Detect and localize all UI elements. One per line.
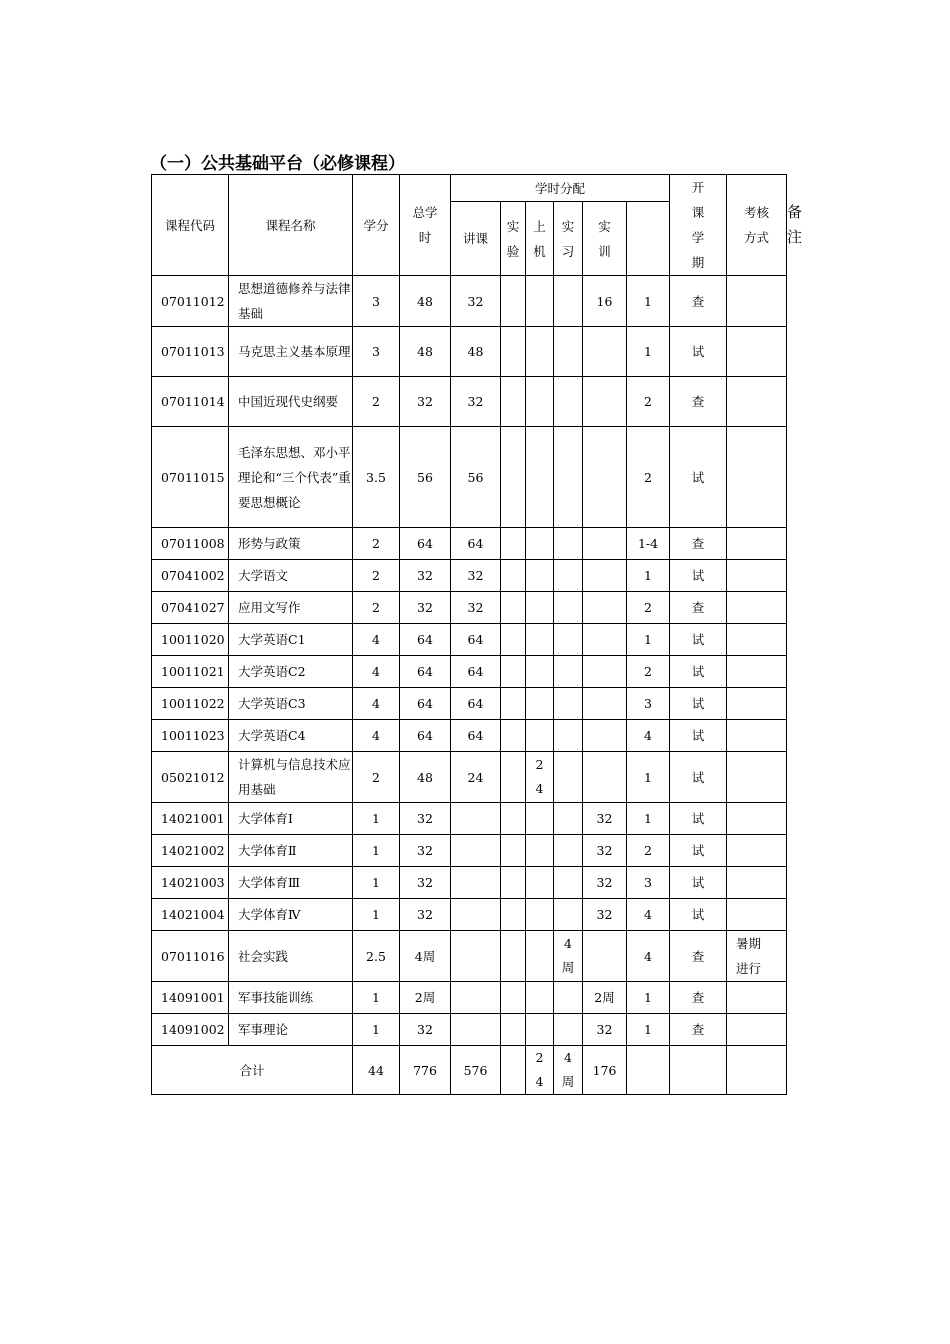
header-code: 课程代码 <box>152 175 229 276</box>
cell-semester: 1 <box>627 624 670 656</box>
cell-lecture <box>451 931 501 982</box>
total-experiment <box>501 1046 526 1095</box>
cell-code: 10011022 <box>152 688 229 720</box>
cell-credit: 2 <box>353 377 400 427</box>
table-row <box>152 982 787 1014</box>
cell-exam: 查 <box>670 528 727 560</box>
cell-training <box>583 624 627 656</box>
total-semester <box>627 1046 670 1095</box>
cell-computer <box>526 688 554 720</box>
total-row <box>152 1046 787 1095</box>
table-row <box>152 803 787 835</box>
cell-name: 大学英语C3 <box>229 688 353 720</box>
cell-internship <box>554 835 583 867</box>
cell-remark: 暑期进行 <box>727 931 787 982</box>
cell-lecture: 56 <box>451 427 501 528</box>
cell-name: 大学语文 <box>229 560 353 592</box>
cell-internship <box>554 528 583 560</box>
header-internship: 实习 <box>554 202 583 276</box>
cell-name: 毛泽东思想、邓小平理论和“三个代表”重要思想概论 <box>229 427 353 528</box>
cell-remark <box>727 899 787 931</box>
header-distribution: 学时分配 <box>451 175 670 202</box>
cell-semester: 1 <box>627 752 670 803</box>
cell-total-hours: 64 <box>400 656 451 688</box>
table-row <box>152 688 787 720</box>
cell-name: 马克思主义基本原理 <box>229 327 353 377</box>
cell-remark <box>727 835 787 867</box>
cell-training: 32 <box>583 803 627 835</box>
cell-internship <box>554 982 583 1014</box>
cell-experiment <box>501 931 526 982</box>
cell-experiment <box>501 720 526 752</box>
cell-training: 32 <box>583 867 627 899</box>
cell-remark <box>727 427 787 528</box>
cell-code: 10011021 <box>152 656 229 688</box>
cell-training <box>583 560 627 592</box>
cell-experiment <box>501 327 526 377</box>
cell-experiment <box>501 624 526 656</box>
cell-experiment <box>501 835 526 867</box>
cell-exam: 试 <box>670 560 727 592</box>
cell-semester: 4 <box>627 931 670 982</box>
total-internship: 4周 <box>554 1046 583 1095</box>
cell-total-hours: 64 <box>400 528 451 560</box>
cell-computer <box>526 720 554 752</box>
cell-semester: 1 <box>627 276 670 327</box>
cell-experiment <box>501 752 526 803</box>
cell-experiment <box>501 1014 526 1046</box>
cell-total-hours: 32 <box>400 867 451 899</box>
total-hours: 776 <box>400 1046 451 1095</box>
cell-total-hours: 56 <box>400 427 451 528</box>
cell-semester: 2 <box>627 377 670 427</box>
cell-training: 32 <box>583 1014 627 1046</box>
cell-credit: 1 <box>353 867 400 899</box>
cell-name: 大学体育Ⅰ <box>229 803 353 835</box>
cell-experiment <box>501 528 526 560</box>
cell-computer <box>526 276 554 327</box>
cell-computer <box>526 803 554 835</box>
cell-lecture: 64 <box>451 528 501 560</box>
cell-total-hours: 2周 <box>400 982 451 1014</box>
cell-training <box>583 427 627 528</box>
cell-computer <box>526 528 554 560</box>
header-experiment: 实验 <box>501 202 526 276</box>
cell-credit: 1 <box>353 899 400 931</box>
header-training: 实训 <box>583 202 627 276</box>
table-row <box>152 931 787 982</box>
cell-internship <box>554 688 583 720</box>
table-row <box>152 560 787 592</box>
cell-credit: 4 <box>353 688 400 720</box>
cell-remark <box>727 276 787 327</box>
cell-lecture <box>451 982 501 1014</box>
cell-lecture: 24 <box>451 752 501 803</box>
cell-lecture: 64 <box>451 656 501 688</box>
table-row <box>152 867 787 899</box>
cell-code: 07011012 <box>152 276 229 327</box>
cell-exam: 查 <box>670 1014 727 1046</box>
cell-code: 14021004 <box>152 899 229 931</box>
cell-internship <box>554 377 583 427</box>
cell-training: 32 <box>583 835 627 867</box>
cell-credit: 1 <box>353 1014 400 1046</box>
total-training: 176 <box>583 1046 627 1095</box>
cell-remark <box>727 592 787 624</box>
cell-name: 大学体育Ⅱ <box>229 835 353 867</box>
header-exam: 考核方式 <box>727 175 787 276</box>
cell-code: 14091001 <box>152 982 229 1014</box>
cell-experiment <box>501 377 526 427</box>
cell-lecture: 48 <box>451 327 501 377</box>
table-row <box>152 624 787 656</box>
cell-semester: 3 <box>627 688 670 720</box>
cell-total-hours: 32 <box>400 835 451 867</box>
total-exam <box>670 1046 727 1095</box>
table-row <box>152 656 787 688</box>
cell-computer <box>526 982 554 1014</box>
cell-computer <box>526 867 554 899</box>
cell-code: 10011020 <box>152 624 229 656</box>
cell-semester: 3 <box>627 867 670 899</box>
cell-exam: 试 <box>670 720 727 752</box>
cell-remark <box>727 528 787 560</box>
header-computer: 上机 <box>526 202 554 276</box>
cell-internship <box>554 899 583 931</box>
cell-total-hours: 32 <box>400 899 451 931</box>
cell-code: 14021001 <box>152 803 229 835</box>
cell-computer <box>526 427 554 528</box>
cell-code: 07041002 <box>152 560 229 592</box>
cell-experiment <box>501 899 526 931</box>
cell-experiment <box>501 276 526 327</box>
cell-credit: 3 <box>353 276 400 327</box>
cell-internship <box>554 803 583 835</box>
cell-training <box>583 720 627 752</box>
cell-internship <box>554 560 583 592</box>
cell-internship <box>554 656 583 688</box>
cell-experiment <box>501 803 526 835</box>
table-row <box>152 327 787 377</box>
cell-semester: 1 <box>627 803 670 835</box>
cell-lecture: 32 <box>451 377 501 427</box>
cell-credit: 1 <box>353 982 400 1014</box>
cell-remark <box>727 560 787 592</box>
cell-internship <box>554 867 583 899</box>
table-row <box>152 835 787 867</box>
cell-semester: 1 <box>627 1014 670 1046</box>
cell-computer <box>526 377 554 427</box>
cell-computer <box>526 327 554 377</box>
cell-lecture <box>451 1014 501 1046</box>
cell-computer <box>526 592 554 624</box>
cell-semester: 2 <box>627 656 670 688</box>
cell-exam: 试 <box>670 688 727 720</box>
cell-training <box>583 752 627 803</box>
cell-computer <box>526 656 554 688</box>
cell-internship <box>554 752 583 803</box>
cell-training: 32 <box>583 899 627 931</box>
cell-exam: 查 <box>670 276 727 327</box>
table-row <box>152 720 787 752</box>
cell-internship <box>554 327 583 377</box>
table-row <box>152 377 787 427</box>
cell-computer: 24 <box>526 752 554 803</box>
cell-lecture: 32 <box>451 560 501 592</box>
cell-training <box>583 327 627 377</box>
cell-exam: 试 <box>670 752 727 803</box>
total-label: 合计 <box>152 1046 353 1095</box>
cell-semester: 1-4 <box>627 528 670 560</box>
cell-code: 07041027 <box>152 592 229 624</box>
cell-training <box>583 377 627 427</box>
cell-credit: 3 <box>353 327 400 377</box>
cell-semester: 4 <box>627 720 670 752</box>
cell-training <box>583 592 627 624</box>
cell-name: 军事技能训练 <box>229 982 353 1014</box>
cell-remark <box>727 624 787 656</box>
cell-computer <box>526 835 554 867</box>
cell-credit: 2.5 <box>353 931 400 982</box>
cell-experiment <box>501 656 526 688</box>
section-title: （一）公共基础平台（必修课程） <box>150 154 405 174</box>
cell-experiment <box>501 982 526 1014</box>
header-credit: 学分 <box>353 175 400 276</box>
cell-semester: 1 <box>627 327 670 377</box>
table-row <box>152 592 787 624</box>
cell-internship <box>554 276 583 327</box>
cell-training <box>583 931 627 982</box>
cell-total-hours: 32 <box>400 592 451 624</box>
cell-total-hours: 48 <box>400 327 451 377</box>
cell-training: 2周 <box>583 982 627 1014</box>
cell-semester: 1 <box>627 982 670 1014</box>
cell-exam: 试 <box>670 867 727 899</box>
cell-semester: 2 <box>627 592 670 624</box>
cell-exam: 试 <box>670 327 727 377</box>
cell-exam: 试 <box>670 899 727 931</box>
cell-remark <box>727 752 787 803</box>
cell-remark <box>727 377 787 427</box>
cell-internship <box>554 720 583 752</box>
cell-semester: 1 <box>627 560 670 592</box>
cell-semester: 4 <box>627 899 670 931</box>
cell-total-hours: 64 <box>400 688 451 720</box>
cell-lecture: 32 <box>451 592 501 624</box>
header-semester: 开课学期 <box>670 175 727 276</box>
cell-name: 大学英语C4 <box>229 720 353 752</box>
cell-lecture: 64 <box>451 624 501 656</box>
cell-name: 中国近现代史纲要 <box>229 377 353 427</box>
cell-remark <box>727 656 787 688</box>
cell-lecture <box>451 803 501 835</box>
course-table: 课程代码 课程名称 学分 总学时 学时分配 开课学期 考核方式 备注 讲课 实验 上机 实习 实训 07011012 思想道德修养与法律基础 3 48 32 16 1 查 07011013 马克思主义基本原理 3 48 48 1 试 07011014 中国近现代史纲要 2 32 32 2 查 07011015 毛泽东思想、邓小平理论和“三个代表”重要思想概论 3.5 56 56 2 试 07011008 形势与政策 2 64 64 1-4 查 07041002 大学语文 2 32 32 1 试 07041027 应用文写作 2 32 32 2 查 10011020 大学英语C1 4 64 64 1 试 10011021 大学英语C2 4 64 64 2 试 10011022 大学英语C3 4 64 64 3 试 10011023 大学英语C4 4 64 64 4 试 05021012 计算机与信息技术应用基础 2 48 24 24 1 试 14021001 大学体育Ⅰ 1 32 32 1 试 14021002 大学体育Ⅱ 1 32 32 2 试 14021003 大学体育Ⅲ 1 32 32 3 试 14021004 大学体育Ⅳ 1 32 32 4 试 07011016 社会实践 2.5 4周 4周 4 查 暑期进行 14091001 军事技能训练 1 2周 2周 1 查 14091002 军事理论 1 32 32 1 查 合计 44 776 576 24 4周 176 <box>151 174 787 1095</box>
cell-code: 10011023 <box>152 720 229 752</box>
cell-exam: 查 <box>670 982 727 1014</box>
cell-semester: 2 <box>627 835 670 867</box>
cell-exam: 查 <box>670 377 727 427</box>
cell-lecture <box>451 899 501 931</box>
cell-internship <box>554 427 583 528</box>
table-row <box>152 899 787 931</box>
cell-remark <box>727 867 787 899</box>
cell-lecture: 64 <box>451 688 501 720</box>
cell-total-hours: 64 <box>400 624 451 656</box>
cell-remark <box>727 803 787 835</box>
cell-name: 形势与政策 <box>229 528 353 560</box>
cell-experiment <box>501 688 526 720</box>
cell-credit: 3.5 <box>353 427 400 528</box>
cell-credit: 4 <box>353 656 400 688</box>
total-credit: 44 <box>353 1046 400 1095</box>
cell-training <box>583 528 627 560</box>
table-row <box>152 427 787 528</box>
cell-code: 07011015 <box>152 427 229 528</box>
cell-credit: 4 <box>353 624 400 656</box>
cell-code: 05021012 <box>152 752 229 803</box>
cell-internship: 4周 <box>554 931 583 982</box>
cell-computer <box>526 1014 554 1046</box>
cell-experiment <box>501 867 526 899</box>
cell-credit: 1 <box>353 835 400 867</box>
cell-total-hours: 64 <box>400 720 451 752</box>
cell-name: 大学体育Ⅲ <box>229 867 353 899</box>
cell-name: 大学英语C1 <box>229 624 353 656</box>
cell-computer <box>526 560 554 592</box>
cell-experiment <box>501 427 526 528</box>
cell-name: 大学体育Ⅳ <box>229 899 353 931</box>
cell-remark <box>727 327 787 377</box>
cell-name: 计算机与信息技术应用基础 <box>229 752 353 803</box>
header-name: 课程名称 <box>229 175 353 276</box>
header-total-hours: 总学时 <box>400 175 451 276</box>
cell-credit: 1 <box>353 803 400 835</box>
cell-credit: 2 <box>353 528 400 560</box>
cell-lecture <box>451 835 501 867</box>
cell-code: 07011016 <box>152 931 229 982</box>
cell-name: 军事理论 <box>229 1014 353 1046</box>
cell-exam: 查 <box>670 592 727 624</box>
total-remark <box>727 1046 787 1095</box>
cell-credit: 2 <box>353 752 400 803</box>
cell-experiment <box>501 592 526 624</box>
cell-total-hours: 48 <box>400 276 451 327</box>
cell-remark <box>727 720 787 752</box>
cell-code: 07011014 <box>152 377 229 427</box>
table-row <box>152 276 787 327</box>
cell-credit: 4 <box>353 720 400 752</box>
cell-exam: 试 <box>670 656 727 688</box>
cell-credit: 2 <box>353 592 400 624</box>
cell-training <box>583 656 627 688</box>
cell-internship <box>554 1014 583 1046</box>
cell-semester: 2 <box>627 427 670 528</box>
cell-training <box>583 688 627 720</box>
cell-total-hours: 4周 <box>400 931 451 982</box>
cell-computer <box>526 899 554 931</box>
cell-computer <box>526 931 554 982</box>
cell-total-hours: 32 <box>400 803 451 835</box>
cell-exam: 试 <box>670 835 727 867</box>
cell-remark <box>727 688 787 720</box>
total-lecture: 576 <box>451 1046 501 1095</box>
cell-training: 16 <box>583 276 627 327</box>
cell-total-hours: 48 <box>400 752 451 803</box>
cell-computer <box>526 624 554 656</box>
cell-internship <box>554 624 583 656</box>
table-row <box>152 528 787 560</box>
cell-total-hours: 32 <box>400 1014 451 1046</box>
cell-remark <box>727 982 787 1014</box>
cell-total-hours: 32 <box>400 560 451 592</box>
cell-name: 应用文写作 <box>229 592 353 624</box>
cell-exam: 查 <box>670 931 727 982</box>
cell-name: 思想道德修养与法律基础 <box>229 276 353 327</box>
table-row <box>152 1014 787 1046</box>
cell-remark <box>727 1014 787 1046</box>
total-computer: 24 <box>526 1046 554 1095</box>
cell-code: 14021002 <box>152 835 229 867</box>
cell-internship <box>554 592 583 624</box>
cell-code: 14091002 <box>152 1014 229 1046</box>
cell-code: 07011013 <box>152 327 229 377</box>
cell-code: 07011008 <box>152 528 229 560</box>
cell-name: 大学英语C2 <box>229 656 353 688</box>
cell-lecture: 64 <box>451 720 501 752</box>
header-lecture: 讲课 <box>451 202 501 276</box>
cell-exam: 试 <box>670 803 727 835</box>
cell-experiment <box>501 560 526 592</box>
cell-exam: 试 <box>670 624 727 656</box>
table-row <box>152 752 787 803</box>
cell-code: 14021003 <box>152 867 229 899</box>
cell-exam: 试 <box>670 427 727 528</box>
cell-lecture: 32 <box>451 276 501 327</box>
cell-name: 社会实践 <box>229 931 353 982</box>
cell-credit: 2 <box>353 560 400 592</box>
cell-lecture <box>451 867 501 899</box>
cell-total-hours: 32 <box>400 377 451 427</box>
